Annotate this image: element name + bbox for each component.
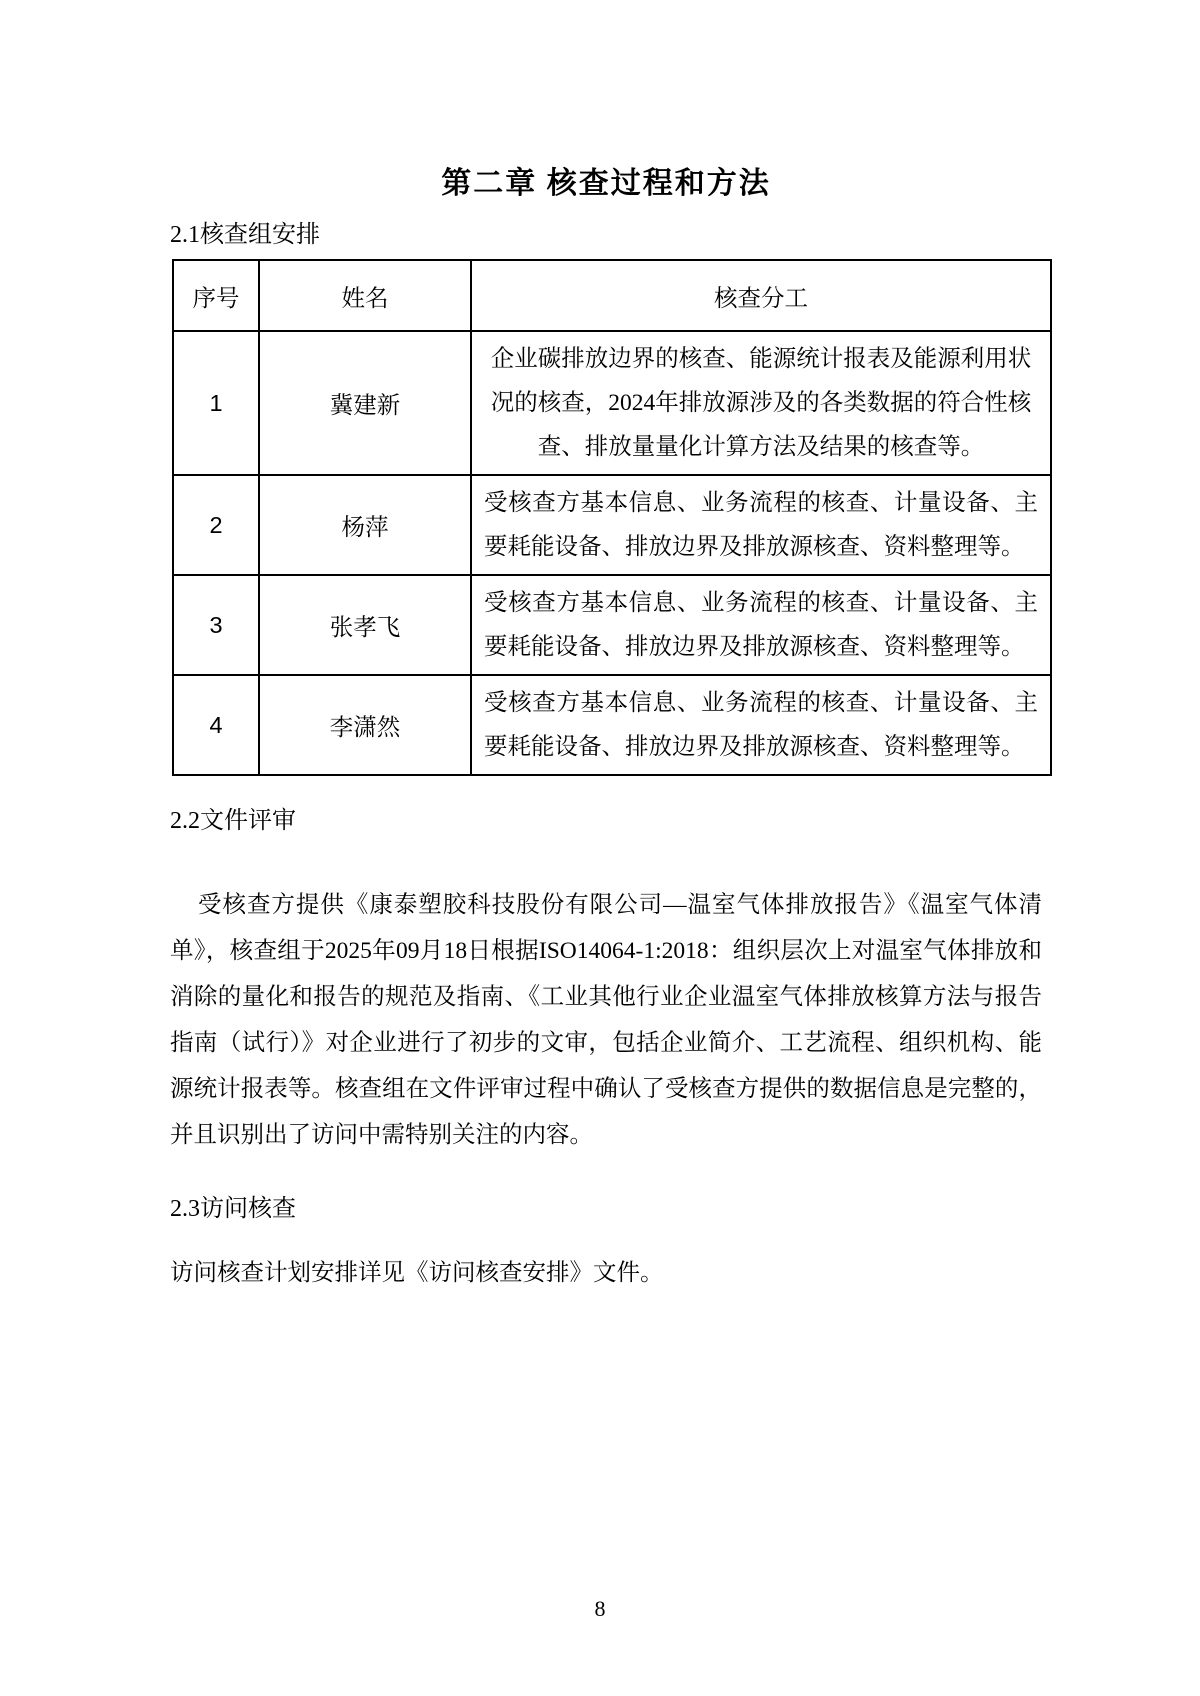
visit-verification-paragraph: 访问核查计划安排详见《访问核查安排》文件。	[170, 1260, 664, 1286]
cell-duty: 企业碳排放边界的核查、能源统计报表及能源利用状况的核查，2024年排放源涉及的各类数据的符合性核查、排放量量化计算方法及结果的核查等。	[471, 331, 1051, 475]
page-title: 第二章 核查过程和方法	[441, 167, 771, 200]
table-row	[173, 475, 1051, 575]
section-heading-2-3: 2.3访问核查	[170, 1196, 296, 1222]
table-row	[173, 331, 1051, 475]
page-number: 8	[594, 1596, 606, 1621]
cell-no: 3	[173, 575, 259, 675]
cell-name: 张孝飞	[259, 575, 471, 675]
document-review-paragraph: 受核查方提供《康泰塑胶科技股份有限公司—温室气体排放报告》《温室气体清单》，核查组于2025年09月18日根据ISO14064-1:2018：组织层次上对温室气体排放和消除的量化和报告的规范及指南、《工业其他行业企业温室气体排放核算方法与报告指南（试行）》对企业进行了初步的文审，包括企业简介、工艺流程、组织机构、能源统计报表等。核查组在文件评审过程中确认了受核查方提供的数据信息是完整的，并且识别出了访问中需特别关注的内容。	[170, 892, 1042, 1148]
cell-name: 杨萍	[259, 475, 471, 575]
column-header-no: 序号	[173, 260, 259, 331]
cell-name: 李潇然	[259, 675, 471, 775]
cell-duty: 受核查方基本信息、业务流程的核查、计量设备、主要耗能设备、排放边界及排放源核查、资料整理等。	[471, 575, 1051, 675]
table-row	[173, 675, 1051, 775]
cell-duty: 受核查方基本信息、业务流程的核查、计量设备、主要耗能设备、排放边界及排放源核查、资料整理等。	[471, 675, 1051, 775]
cell-duty: 受核查方基本信息、业务流程的核查、计量设备、主要耗能设备、排放边界及排放源核查、资料整理等。	[471, 475, 1051, 575]
column-header-duty: 核查分工	[471, 260, 1051, 331]
verification-team-table	[172, 259, 1052, 776]
table-row	[173, 575, 1051, 675]
cell-name: 冀建新	[259, 331, 471, 475]
column-header-name: 姓名	[259, 260, 471, 331]
section-heading-2-1: 2.1核查组安排	[170, 222, 320, 248]
cell-no: 2	[173, 475, 259, 575]
cell-no: 1	[173, 331, 259, 475]
page-content	[170, 0, 1042, 1296]
table-header-row	[173, 260, 1051, 331]
section-heading-2-2: 2.2文件评审	[170, 808, 296, 834]
cell-no: 4	[173, 675, 259, 775]
